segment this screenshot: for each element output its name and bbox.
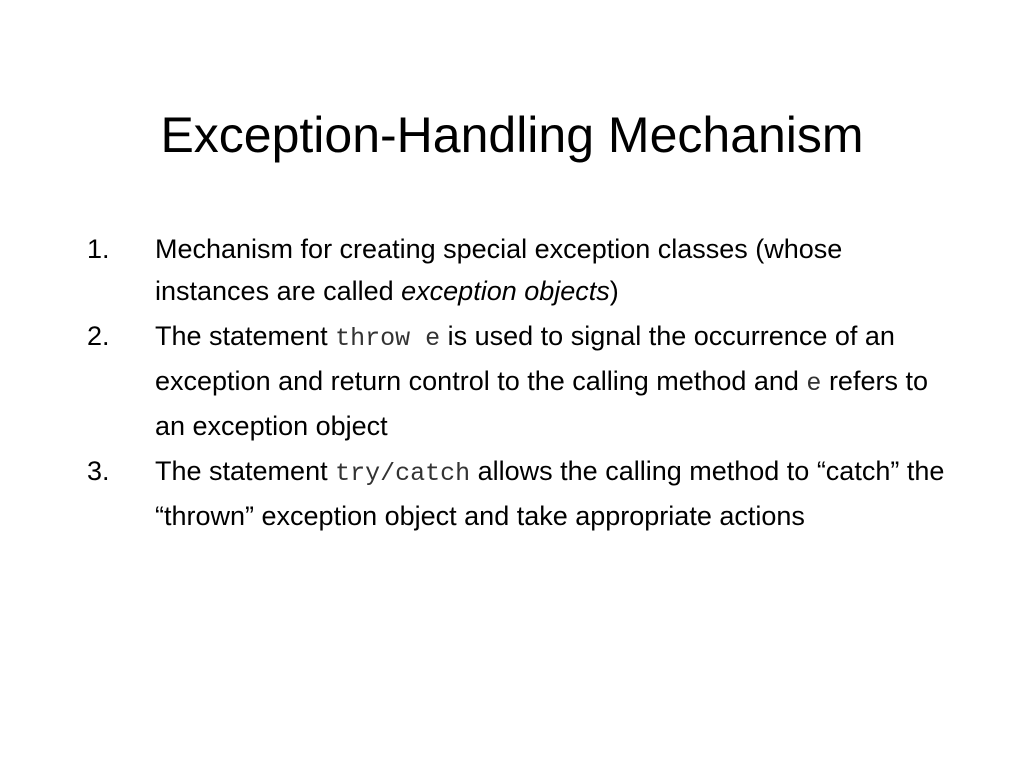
text-segment: ) (609, 276, 619, 306)
text-segment: refers to an exception object (155, 366, 928, 441)
list-item-3 (87, 450, 957, 537)
text-segment: The statement (155, 321, 336, 351)
text-segment: allows the calling method to “catch” the “thrown” exception object and take appropriate actions (155, 456, 945, 531)
list-item-2 (87, 315, 957, 447)
emphasis-text: exception objects (401, 276, 610, 306)
bullet-list (87, 228, 957, 540)
list-number: 2. (87, 321, 110, 351)
slide-title: Exception-Handling Mechanism (160, 107, 864, 163)
list-number: 1. (87, 234, 110, 264)
text-segment: is used to signal the occurrence of an exception and return control to the calling method and (155, 321, 895, 396)
code-text: e (806, 369, 822, 398)
list-text (155, 315, 957, 447)
code-text: throw e (335, 324, 441, 353)
text-segment: Mechanism for creating special exception classes (whose instances are called (155, 234, 843, 306)
list-number: 3. (87, 456, 110, 486)
list-item-1 (87, 228, 957, 312)
text-segment: The statement (155, 456, 336, 486)
list-text (155, 228, 957, 312)
code-text: try/catch (335, 459, 471, 488)
list-text (155, 450, 957, 537)
